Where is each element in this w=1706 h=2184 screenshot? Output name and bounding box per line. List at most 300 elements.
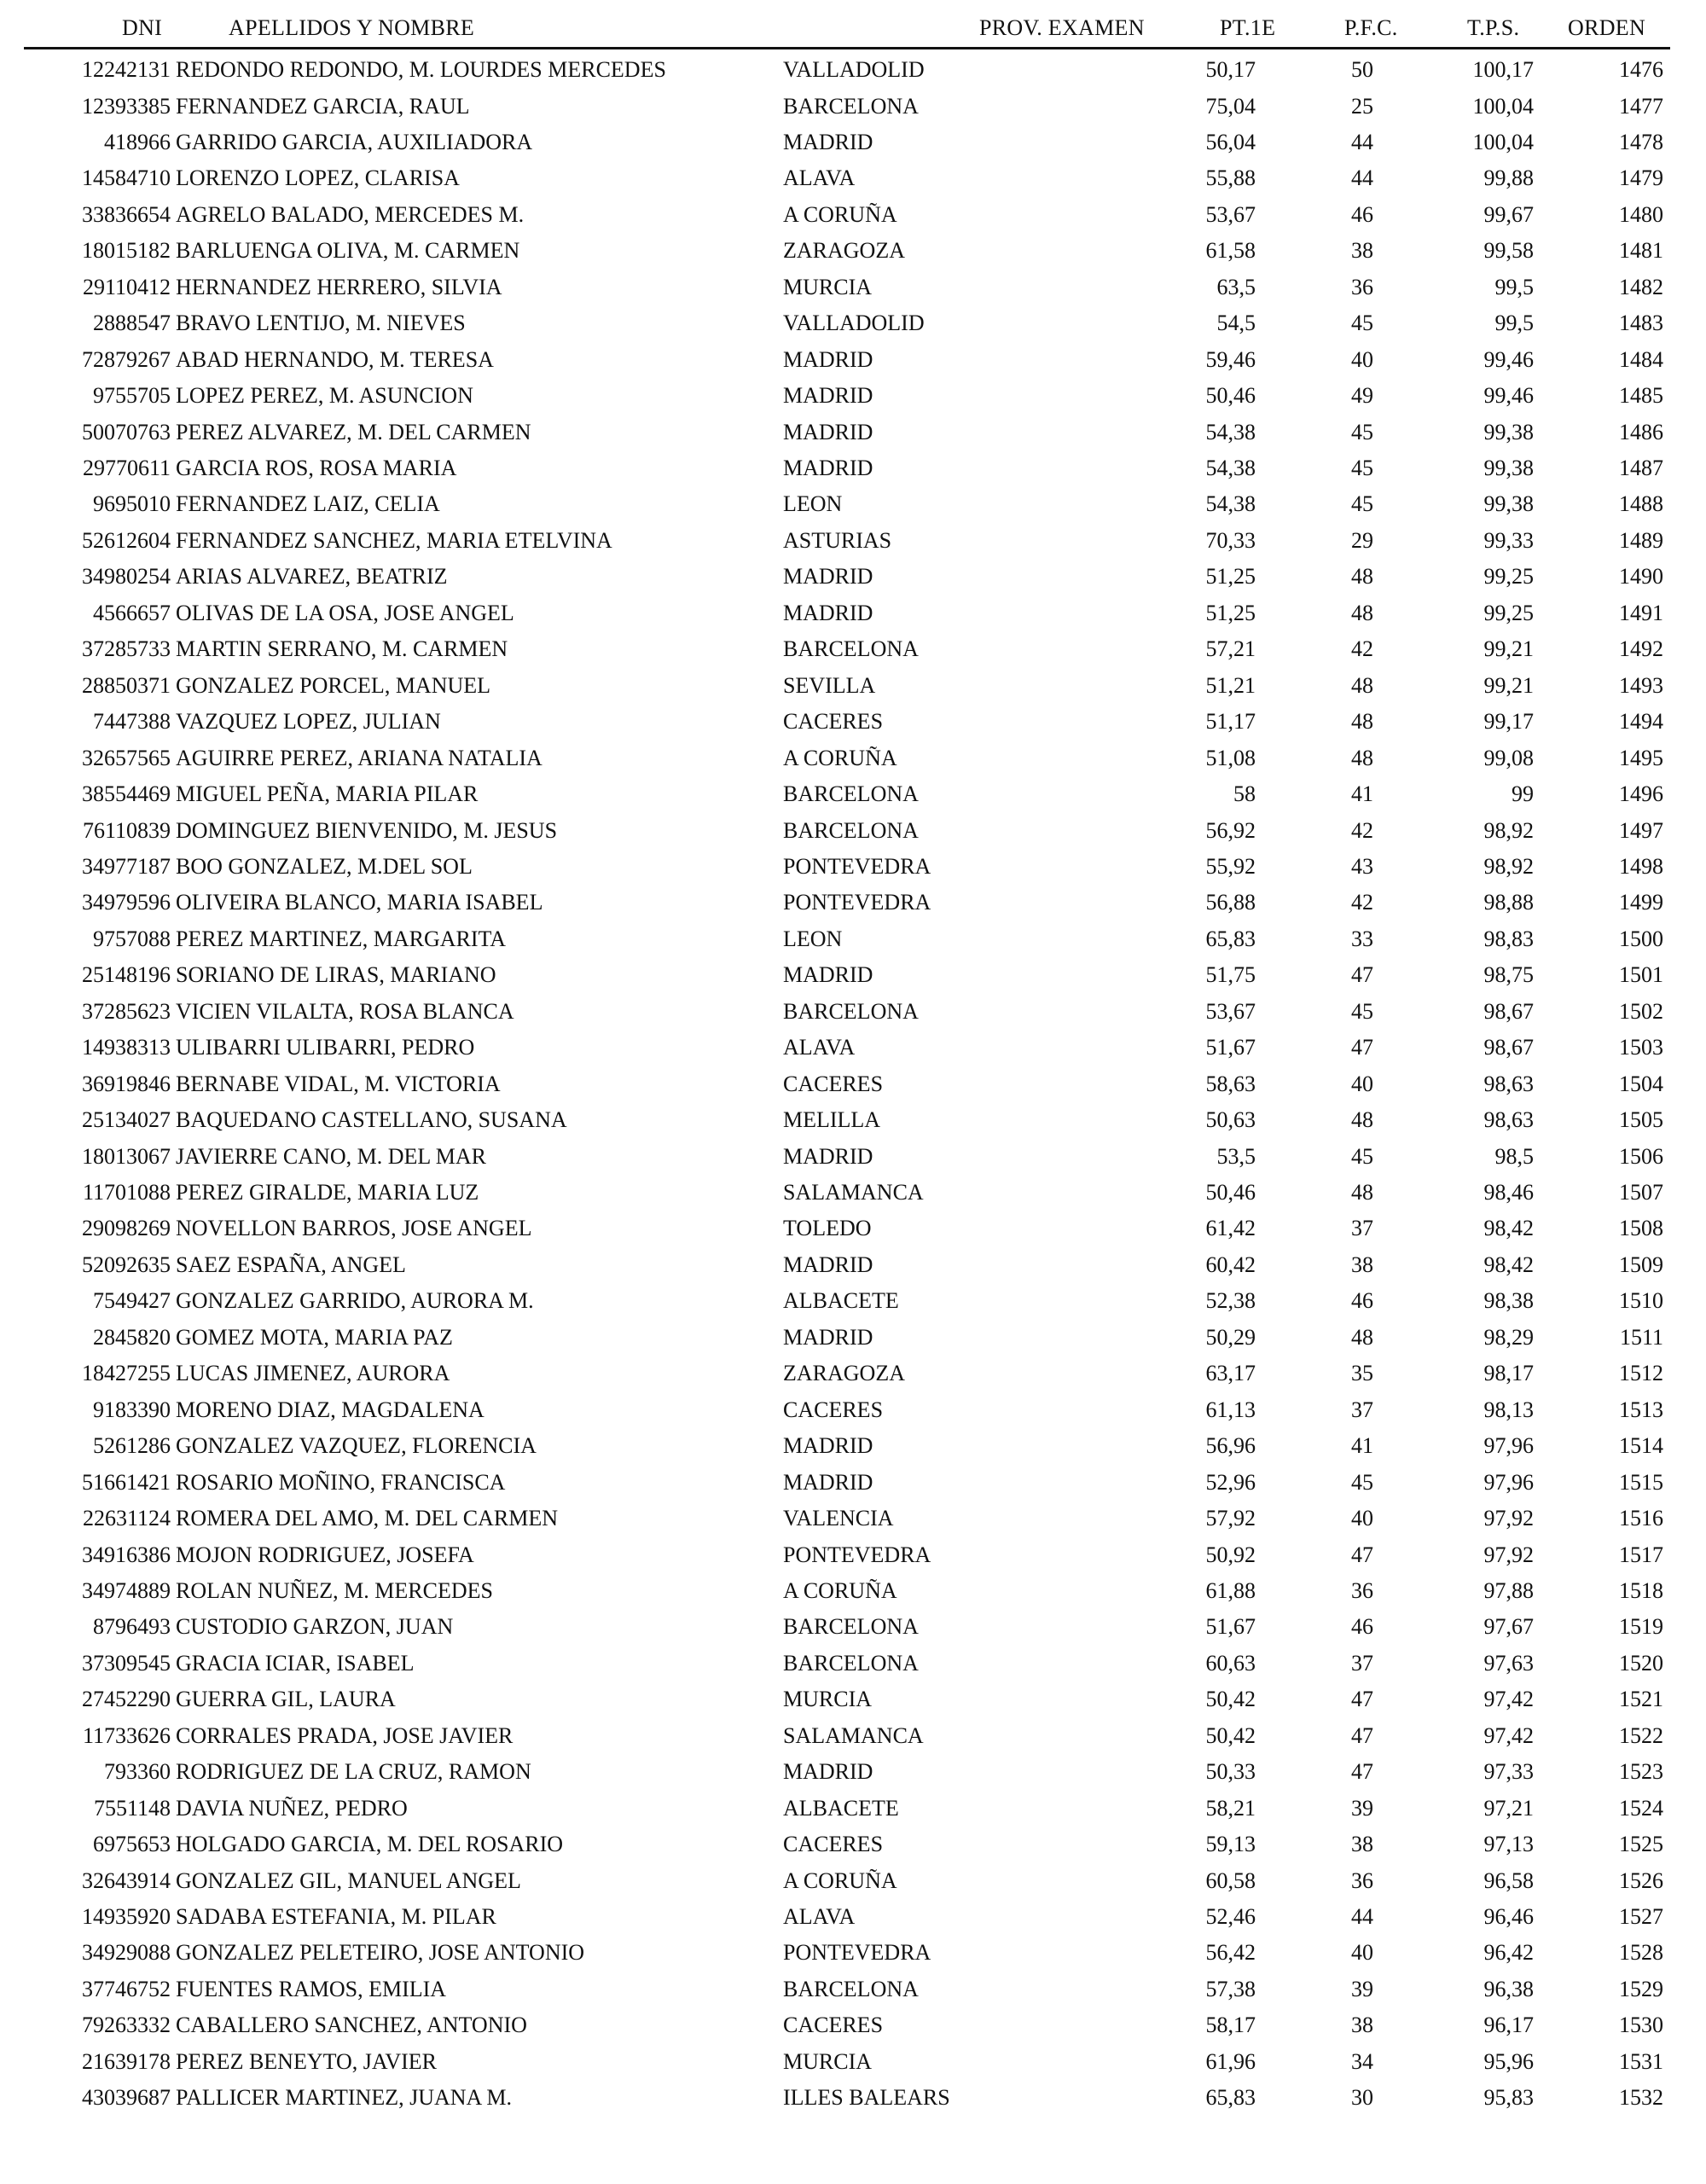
cell-tps: 98,42 [1483, 1216, 1534, 1241]
cell-tps: 98,88 [1483, 890, 1534, 915]
cell-dni: 29770611 [82, 456, 171, 480]
cell-orden: 1487 [1619, 456, 1663, 480]
cell-nombre: GONZALEZ PORCEL, MANUEL [176, 672, 491, 698]
cell-tps: 97,33 [1483, 1759, 1534, 1785]
cell-orden: 1495 [1619, 745, 1663, 770]
cell-orden: 1518 [1619, 1577, 1663, 1603]
table-row [0, 889, 1706, 925]
cell-prov-examen: MADRID [783, 383, 873, 409]
table-row [0, 310, 1706, 346]
cell-orden: 1526 [1619, 1867, 1663, 1893]
cell-nombre: ULIBARRI ULIBARRI, PEDRO [176, 1035, 475, 1060]
cell-pfc: 49 [1351, 383, 1373, 409]
cell-pfc: 47 [1351, 1687, 1373, 1712]
cell-nombre: LOPEZ PEREZ, M. ASUNCION [176, 383, 473, 409]
cell-pt1e: 52,96 [1205, 1469, 1256, 1495]
cell-orden: 1488 [1619, 491, 1663, 517]
cell-pt1e: 58,17 [1205, 2013, 1256, 2038]
cell-tps: 97,21 [1483, 1795, 1534, 1821]
cell-prov-examen: ILLES BALEARS [783, 2085, 950, 2111]
cell-prov-examen: BARCELONA [783, 93, 919, 119]
cell-pt1e: 61,58 [1205, 238, 1256, 264]
table-row [0, 1432, 1706, 1468]
cell-nombre: GARRIDO GARCIA, AUXILIADORA [176, 129, 533, 154]
cell-prov-examen: PONTEVEDRA [783, 1940, 931, 1966]
cell-pt1e: 60,58 [1205, 1867, 1256, 1893]
cell-orden: 1486 [1619, 419, 1663, 444]
cell-pt1e: 55,92 [1205, 853, 1256, 879]
cell-pt1e: 65,83 [1205, 2085, 1256, 2111]
cell-dni: 34929088 [82, 1940, 171, 1966]
header-nombre: APELLIDOS Y NOMBRE [229, 15, 475, 40]
cell-pt1e: 57,38 [1205, 1976, 1256, 2001]
cell-dni: 29098269 [82, 1216, 171, 1241]
cell-pt1e: 52,38 [1205, 1288, 1256, 1314]
cell-dni: 29110412 [82, 274, 171, 299]
cell-nombre: SAEZ ESPAÑA, ANGEL [176, 1252, 406, 1277]
table-row [0, 926, 1706, 961]
cell-orden: 1519 [1619, 1614, 1663, 1640]
cell-pt1e: 51,21 [1205, 672, 1256, 698]
cell-pt1e: 56,96 [1205, 1433, 1256, 1459]
table-row [0, 1831, 1706, 1867]
cell-prov-examen: LEON [783, 926, 843, 951]
cell-dni: 37285623 [82, 998, 171, 1024]
cell-orden: 1480 [1619, 201, 1663, 227]
cell-pt1e: 60,63 [1205, 1650, 1256, 1676]
cell-nombre: FERNANDEZ GARCIA, RAUL [176, 93, 470, 119]
cell-tps: 99,58 [1483, 238, 1534, 264]
table-row [0, 274, 1706, 310]
header-divider [24, 47, 1670, 49]
cell-nombre: FERNANDEZ LAIZ, CELIA [176, 491, 440, 517]
cell-orden: 1497 [1619, 817, 1663, 843]
cell-pt1e: 54,5 [1216, 311, 1256, 336]
cell-tps: 99,38 [1483, 456, 1534, 480]
cell-tps: 99,21 [1483, 672, 1534, 698]
table-row [0, 1107, 1706, 1142]
cell-tps: 99,38 [1483, 491, 1534, 517]
cell-nombre: MORENO DIAZ, MAGDALENA [176, 1397, 485, 1422]
cell-orden: 1531 [1619, 2048, 1663, 2074]
cell-tps: 100,04 [1472, 93, 1534, 119]
cell-tps: 98,42 [1483, 1252, 1534, 1277]
cell-prov-examen: MADRID [783, 129, 873, 154]
cell-pfc: 48 [1351, 1107, 1373, 1133]
cell-tps: 99,88 [1483, 166, 1534, 191]
cell-prov-examen: MURCIA [783, 274, 873, 299]
header-dni: DNI [122, 15, 163, 40]
cell-prov-examen: PONTEVEDRA [783, 890, 931, 915]
cell-dni: 7551148 [93, 1795, 171, 1821]
table-row [0, 1650, 1706, 1686]
cell-pfc: 45 [1351, 419, 1373, 444]
cell-prov-examen: ASTURIAS [783, 527, 892, 553]
cell-orden: 1512 [1619, 1361, 1663, 1386]
cell-tps: 98,17 [1483, 1361, 1534, 1386]
cell-orden: 1503 [1619, 1035, 1663, 1060]
cell-nombre: VAZQUEZ LOPEZ, JULIAN [176, 709, 441, 735]
cell-tps: 99,33 [1483, 527, 1534, 553]
cell-pfc: 48 [1351, 745, 1373, 770]
table-row [0, 636, 1706, 671]
cell-tps: 98,63 [1483, 1071, 1534, 1096]
cell-orden: 1490 [1619, 564, 1663, 590]
cell-tps: 100,17 [1472, 57, 1534, 82]
cell-nombre: OLIVAS DE LA OSA, JOSE ANGEL [176, 600, 514, 625]
cell-tps: 99,46 [1483, 383, 1534, 409]
cell-orden: 1507 [1619, 1180, 1663, 1205]
cell-pfc: 47 [1351, 1035, 1373, 1060]
cell-tps: 100,04 [1472, 129, 1534, 154]
table-row [0, 1179, 1706, 1215]
table-row [0, 708, 1706, 744]
table-row [0, 1071, 1706, 1107]
cell-orden: 1498 [1619, 853, 1663, 879]
table-row [0, 165, 1706, 200]
cell-tps: 97,96 [1483, 1433, 1534, 1459]
cell-pfc: 45 [1351, 1469, 1373, 1495]
cell-pt1e: 56,04 [1205, 129, 1256, 154]
cell-pfc: 36 [1351, 1867, 1373, 1893]
table-row [0, 961, 1706, 997]
cell-prov-examen: VALENCIA [783, 1506, 894, 1531]
cell-pfc: 48 [1351, 1324, 1373, 1350]
cell-dni: 34980254 [82, 564, 171, 590]
table-row [0, 1613, 1706, 1649]
cell-prov-examen: MADRID [783, 1324, 873, 1350]
cell-tps: 99,5 [1494, 311, 1534, 336]
cell-dni: 793360 [104, 1759, 171, 1785]
cell-pt1e: 56,92 [1205, 817, 1256, 843]
cell-nombre: PEREZ BENEYTO, JAVIER [176, 2048, 437, 2074]
cell-pfc: 43 [1351, 853, 1373, 879]
cell-tps: 97,92 [1483, 1542, 1534, 1567]
cell-prov-examen: ALAVA [783, 1904, 856, 1929]
cell-prov-examen: MADRID [783, 564, 873, 590]
cell-pt1e: 58,63 [1205, 1071, 1256, 1096]
cell-orden: 1516 [1619, 1506, 1663, 1531]
cell-dni: 50070763 [82, 419, 171, 444]
cell-dni: 34979596 [82, 890, 171, 915]
cell-prov-examen: ALAVA [783, 1035, 856, 1060]
cell-pfc: 37 [1351, 1650, 1373, 1676]
cell-dni: 34916386 [82, 1542, 171, 1567]
cell-tps: 98,83 [1483, 926, 1534, 951]
cell-tps: 98,63 [1483, 1107, 1534, 1133]
cell-prov-examen: MELILLA [783, 1107, 881, 1133]
cell-prov-examen: ALBACETE [783, 1795, 899, 1821]
cell-nombre: GUERRA GIL, LAURA [176, 1687, 396, 1712]
cell-tps: 98,92 [1483, 817, 1534, 843]
table-row [0, 1577, 1706, 1613]
cell-pfc: 45 [1351, 1143, 1373, 1169]
cell-dni: 2888547 [93, 311, 171, 336]
cell-pfc: 44 [1351, 129, 1373, 154]
cell-prov-examen: MURCIA [783, 2048, 873, 2074]
cell-tps: 98,13 [1483, 1397, 1534, 1422]
cell-pfc: 33 [1351, 926, 1373, 951]
cell-tps: 98,5 [1494, 1143, 1534, 1169]
cell-nombre: DAVIA NUÑEZ, PEDRO [176, 1795, 408, 1821]
cell-dni: 12393385 [82, 93, 171, 119]
cell-prov-examen: CACERES [783, 709, 884, 735]
cell-orden: 1517 [1619, 1542, 1663, 1567]
table-row [0, 1939, 1706, 1975]
cell-tps: 99,38 [1483, 419, 1534, 444]
cell-tps: 96,58 [1483, 1867, 1534, 1893]
cell-pt1e: 50,46 [1205, 1180, 1256, 1205]
cell-nombre: MIGUEL PEÑA, MARIA PILAR [176, 781, 479, 806]
cell-tps: 96,38 [1483, 1976, 1534, 2001]
cell-pfc: 44 [1351, 1904, 1373, 1929]
cell-prov-examen: BARCELONA [783, 1976, 919, 2001]
cell-tps: 99,46 [1483, 346, 1534, 372]
cell-prov-examen: ALBACETE [783, 1288, 899, 1314]
cell-prov-examen: A CORUÑA [783, 745, 897, 770]
table-row [0, 1252, 1706, 1287]
cell-prov-examen: BARCELONA [783, 998, 919, 1024]
cell-orden: 1523 [1619, 1759, 1663, 1785]
cell-orden: 1513 [1619, 1397, 1663, 1422]
cell-dni: 76110839 [82, 817, 171, 843]
table-row [0, 527, 1706, 563]
cell-tps: 95,83 [1483, 2085, 1534, 2111]
table-row [0, 2048, 1706, 2084]
cell-dni: 34974889 [82, 1577, 171, 1603]
cell-pt1e: 65,83 [1205, 926, 1256, 951]
cell-tps: 99,25 [1483, 564, 1534, 590]
cell-pt1e: 54,38 [1205, 491, 1256, 517]
cell-orden: 1529 [1619, 1976, 1663, 2001]
cell-dni: 4566657 [93, 600, 171, 625]
cell-prov-examen: VALLADOLID [783, 311, 925, 336]
cell-nombre: GRACIA ICIAR, ISABEL [176, 1650, 415, 1676]
cell-dni: 12242131 [82, 57, 171, 82]
cell-prov-examen: PONTEVEDRA [783, 853, 931, 879]
cell-orden: 1515 [1619, 1469, 1663, 1495]
cell-pt1e: 51,17 [1205, 709, 1256, 735]
table-row [0, 998, 1706, 1034]
cell-dni: 79263332 [82, 2013, 171, 2038]
cell-orden: 1511 [1619, 1324, 1663, 1350]
cell-pt1e: 63,5 [1216, 274, 1256, 299]
cell-pt1e: 50,17 [1205, 57, 1256, 82]
table-row [0, 1722, 1706, 1758]
cell-dni: 11701088 [82, 1180, 171, 1205]
cell-nombre: ABAD HERNANDO, M. TERESA [176, 346, 494, 372]
cell-prov-examen: VALLADOLID [783, 57, 925, 82]
cell-pfc: 47 [1351, 962, 1373, 988]
cell-pt1e: 50,29 [1205, 1324, 1256, 1350]
table-row [0, 237, 1706, 273]
header-pfc: P.F.C. [1344, 15, 1398, 40]
cell-dni: 52612604 [82, 527, 171, 553]
cell-pfc: 48 [1351, 600, 1373, 625]
table-row [0, 600, 1706, 636]
cell-nombre: DOMINGUEZ BIENVENIDO, M. JESUS [176, 817, 558, 843]
cell-pfc: 38 [1351, 238, 1373, 264]
cell-prov-examen: BARCELONA [783, 781, 919, 806]
cell-pt1e: 60,42 [1205, 1252, 1256, 1277]
cell-prov-examen: ZARAGOZA [783, 1361, 905, 1386]
cell-nombre: ROLAN NUÑEZ, M. MERCEDES [176, 1577, 493, 1603]
table-row [0, 672, 1706, 708]
cell-orden: 1502 [1619, 998, 1663, 1024]
table-row [0, 491, 1706, 526]
cell-prov-examen: MURCIA [783, 1687, 873, 1712]
cell-orden: 1524 [1619, 1795, 1663, 1821]
cell-pfc: 41 [1351, 781, 1373, 806]
cell-tps: 97,96 [1483, 1469, 1534, 1495]
cell-pt1e: 50,92 [1205, 1542, 1256, 1567]
cell-nombre: MARTIN SERRANO, M. CARMEN [176, 636, 508, 662]
cell-tps: 97,67 [1483, 1614, 1534, 1640]
cell-pfc: 29 [1351, 527, 1373, 553]
cell-pfc: 25 [1351, 93, 1373, 119]
cell-nombre: LUCAS JIMENEZ, AURORA [176, 1361, 450, 1386]
cell-pfc: 42 [1351, 890, 1373, 915]
cell-pfc: 47 [1351, 1542, 1373, 1567]
cell-orden: 1521 [1619, 1687, 1663, 1712]
cell-pfc: 47 [1351, 1722, 1373, 1748]
cell-orden: 1492 [1619, 636, 1663, 662]
cell-prov-examen: CACERES [783, 2013, 884, 2038]
cell-dni: 18015182 [82, 238, 171, 264]
cell-pfc: 35 [1351, 1361, 1373, 1386]
table-row [0, 1397, 1706, 1432]
header-prov-examen: PROV. EXAMEN [979, 15, 1145, 40]
cell-dni: 21639178 [82, 2048, 171, 2074]
cell-orden: 1478 [1619, 129, 1663, 154]
cell-orden: 1530 [1619, 2013, 1663, 2038]
cell-pt1e: 54,38 [1205, 419, 1256, 444]
cell-tps: 99,17 [1483, 709, 1534, 735]
cell-tps: 98,67 [1483, 998, 1534, 1024]
cell-prov-examen: LEON [783, 491, 843, 517]
cell-prov-examen: ALAVA [783, 166, 856, 191]
table-row [0, 1324, 1706, 1360]
cell-orden: 1484 [1619, 346, 1663, 372]
cell-pfc: 48 [1351, 1180, 1373, 1205]
cell-dni: 14938313 [82, 1035, 171, 1060]
cell-orden: 1525 [1619, 1832, 1663, 1857]
cell-dni: 33836654 [82, 201, 171, 227]
cell-pt1e: 58 [1233, 781, 1256, 806]
cell-nombre: SADABA ESTEFANIA, M. PILAR [176, 1904, 496, 1929]
cell-tps: 97,13 [1483, 1832, 1534, 1857]
cell-pfc: 39 [1351, 1795, 1373, 1821]
cell-pt1e: 51,67 [1205, 1614, 1256, 1640]
table-row [0, 2012, 1706, 2048]
table-row [0, 56, 1706, 92]
table-row [0, 201, 1706, 237]
cell-orden: 1532 [1619, 2085, 1663, 2111]
cell-pfc: 40 [1351, 346, 1373, 372]
table-row [0, 563, 1706, 599]
cell-nombre: PALLICER MARTINEZ, JUANA M. [176, 2085, 512, 2111]
cell-orden: 1501 [1619, 962, 1663, 988]
cell-nombre: PEREZ GIRALDE, MARIA LUZ [176, 1180, 479, 1205]
cell-nombre: HOLGADO GARCIA, M. DEL ROSARIO [176, 1832, 564, 1857]
cell-orden: 1509 [1619, 1252, 1663, 1277]
cell-prov-examen: ZARAGOZA [783, 238, 905, 264]
cell-pfc: 37 [1351, 1397, 1373, 1422]
cell-nombre: NOVELLON BARROS, JOSE ANGEL [176, 1216, 532, 1241]
cell-dni: 28850371 [82, 672, 171, 698]
cell-pt1e: 59,13 [1205, 1832, 1256, 1857]
header-tps: T.P.S. [1467, 15, 1520, 40]
cell-pt1e: 59,46 [1205, 346, 1256, 372]
cell-tps: 98,29 [1483, 1324, 1534, 1350]
cell-dni: 43039687 [82, 2085, 171, 2111]
cell-orden: 1504 [1619, 1071, 1663, 1096]
cell-dni: 9183390 [93, 1397, 171, 1422]
cell-pt1e: 75,04 [1205, 93, 1256, 119]
cell-orden: 1510 [1619, 1288, 1663, 1314]
cell-pt1e: 57,92 [1205, 1506, 1256, 1531]
cell-tps: 98,38 [1483, 1288, 1534, 1314]
cell-nombre: HERNANDEZ HERRERO, SILVIA [176, 274, 502, 299]
cell-dni: 37285733 [82, 636, 171, 662]
cell-pfc: 42 [1351, 636, 1373, 662]
cell-pfc: 40 [1351, 1940, 1373, 1966]
cell-dni: 25148196 [82, 962, 171, 988]
cell-dni: 6975653 [93, 1832, 171, 1857]
table-row [0, 1469, 1706, 1505]
cell-pt1e: 51,67 [1205, 1035, 1256, 1060]
cell-nombre: BRAVO LENTIJO, M. NIEVES [176, 311, 466, 336]
cell-nombre: REDONDO REDONDO, M. LOURDES MERCEDES [176, 57, 666, 82]
cell-nombre: PEREZ MARTINEZ, MARGARITA [176, 926, 507, 951]
cell-pfc: 45 [1351, 998, 1373, 1024]
cell-prov-examen: SEVILLA [783, 672, 876, 698]
cell-pt1e: 51,25 [1205, 564, 1256, 590]
cell-nombre: ARIAS ALVAREZ, BEATRIZ [176, 564, 448, 590]
cell-dni: 25134027 [82, 1107, 171, 1133]
cell-tps: 98,92 [1483, 853, 1534, 879]
cell-prov-examen: MADRID [783, 1759, 873, 1785]
table-row [0, 1143, 1706, 1179]
cell-pfc: 44 [1351, 166, 1373, 191]
table-row [0, 1287, 1706, 1323]
cell-nombre: BOO GONZALEZ, M.DEL SOL [176, 853, 473, 879]
cell-orden: 1520 [1619, 1650, 1663, 1676]
cell-nombre: GONZALEZ PELETEIRO, JOSE ANTONIO [176, 1940, 585, 1966]
cell-tps: 95,96 [1483, 2048, 1534, 2074]
table-row [0, 1505, 1706, 1541]
cell-nombre: JAVIERRE CANO, M. DEL MAR [176, 1143, 487, 1169]
cell-pfc: 46 [1351, 1288, 1373, 1314]
cell-pt1e: 50,33 [1205, 1759, 1256, 1785]
cell-orden: 1506 [1619, 1143, 1663, 1169]
cell-dni: 7549427 [93, 1288, 171, 1314]
cell-orden: 1500 [1619, 926, 1663, 951]
cell-dni: 22631124 [82, 1506, 171, 1531]
cell-pt1e: 52,46 [1205, 1904, 1256, 1929]
cell-tps: 96,17 [1483, 2013, 1534, 2038]
cell-pfc: 46 [1351, 201, 1373, 227]
cell-nombre: CABALLERO SANCHEZ, ANTONIO [176, 2013, 527, 2038]
cell-prov-examen: CACERES [783, 1071, 884, 1096]
cell-prov-examen: CACERES [783, 1397, 884, 1422]
table-row [0, 1867, 1706, 1903]
table-row [0, 2084, 1706, 2120]
cell-pfc: 38 [1351, 1832, 1373, 1857]
cell-pfc: 45 [1351, 311, 1373, 336]
cell-prov-examen: SALAMANCA [783, 1180, 924, 1205]
cell-dni: 72879267 [82, 346, 171, 372]
